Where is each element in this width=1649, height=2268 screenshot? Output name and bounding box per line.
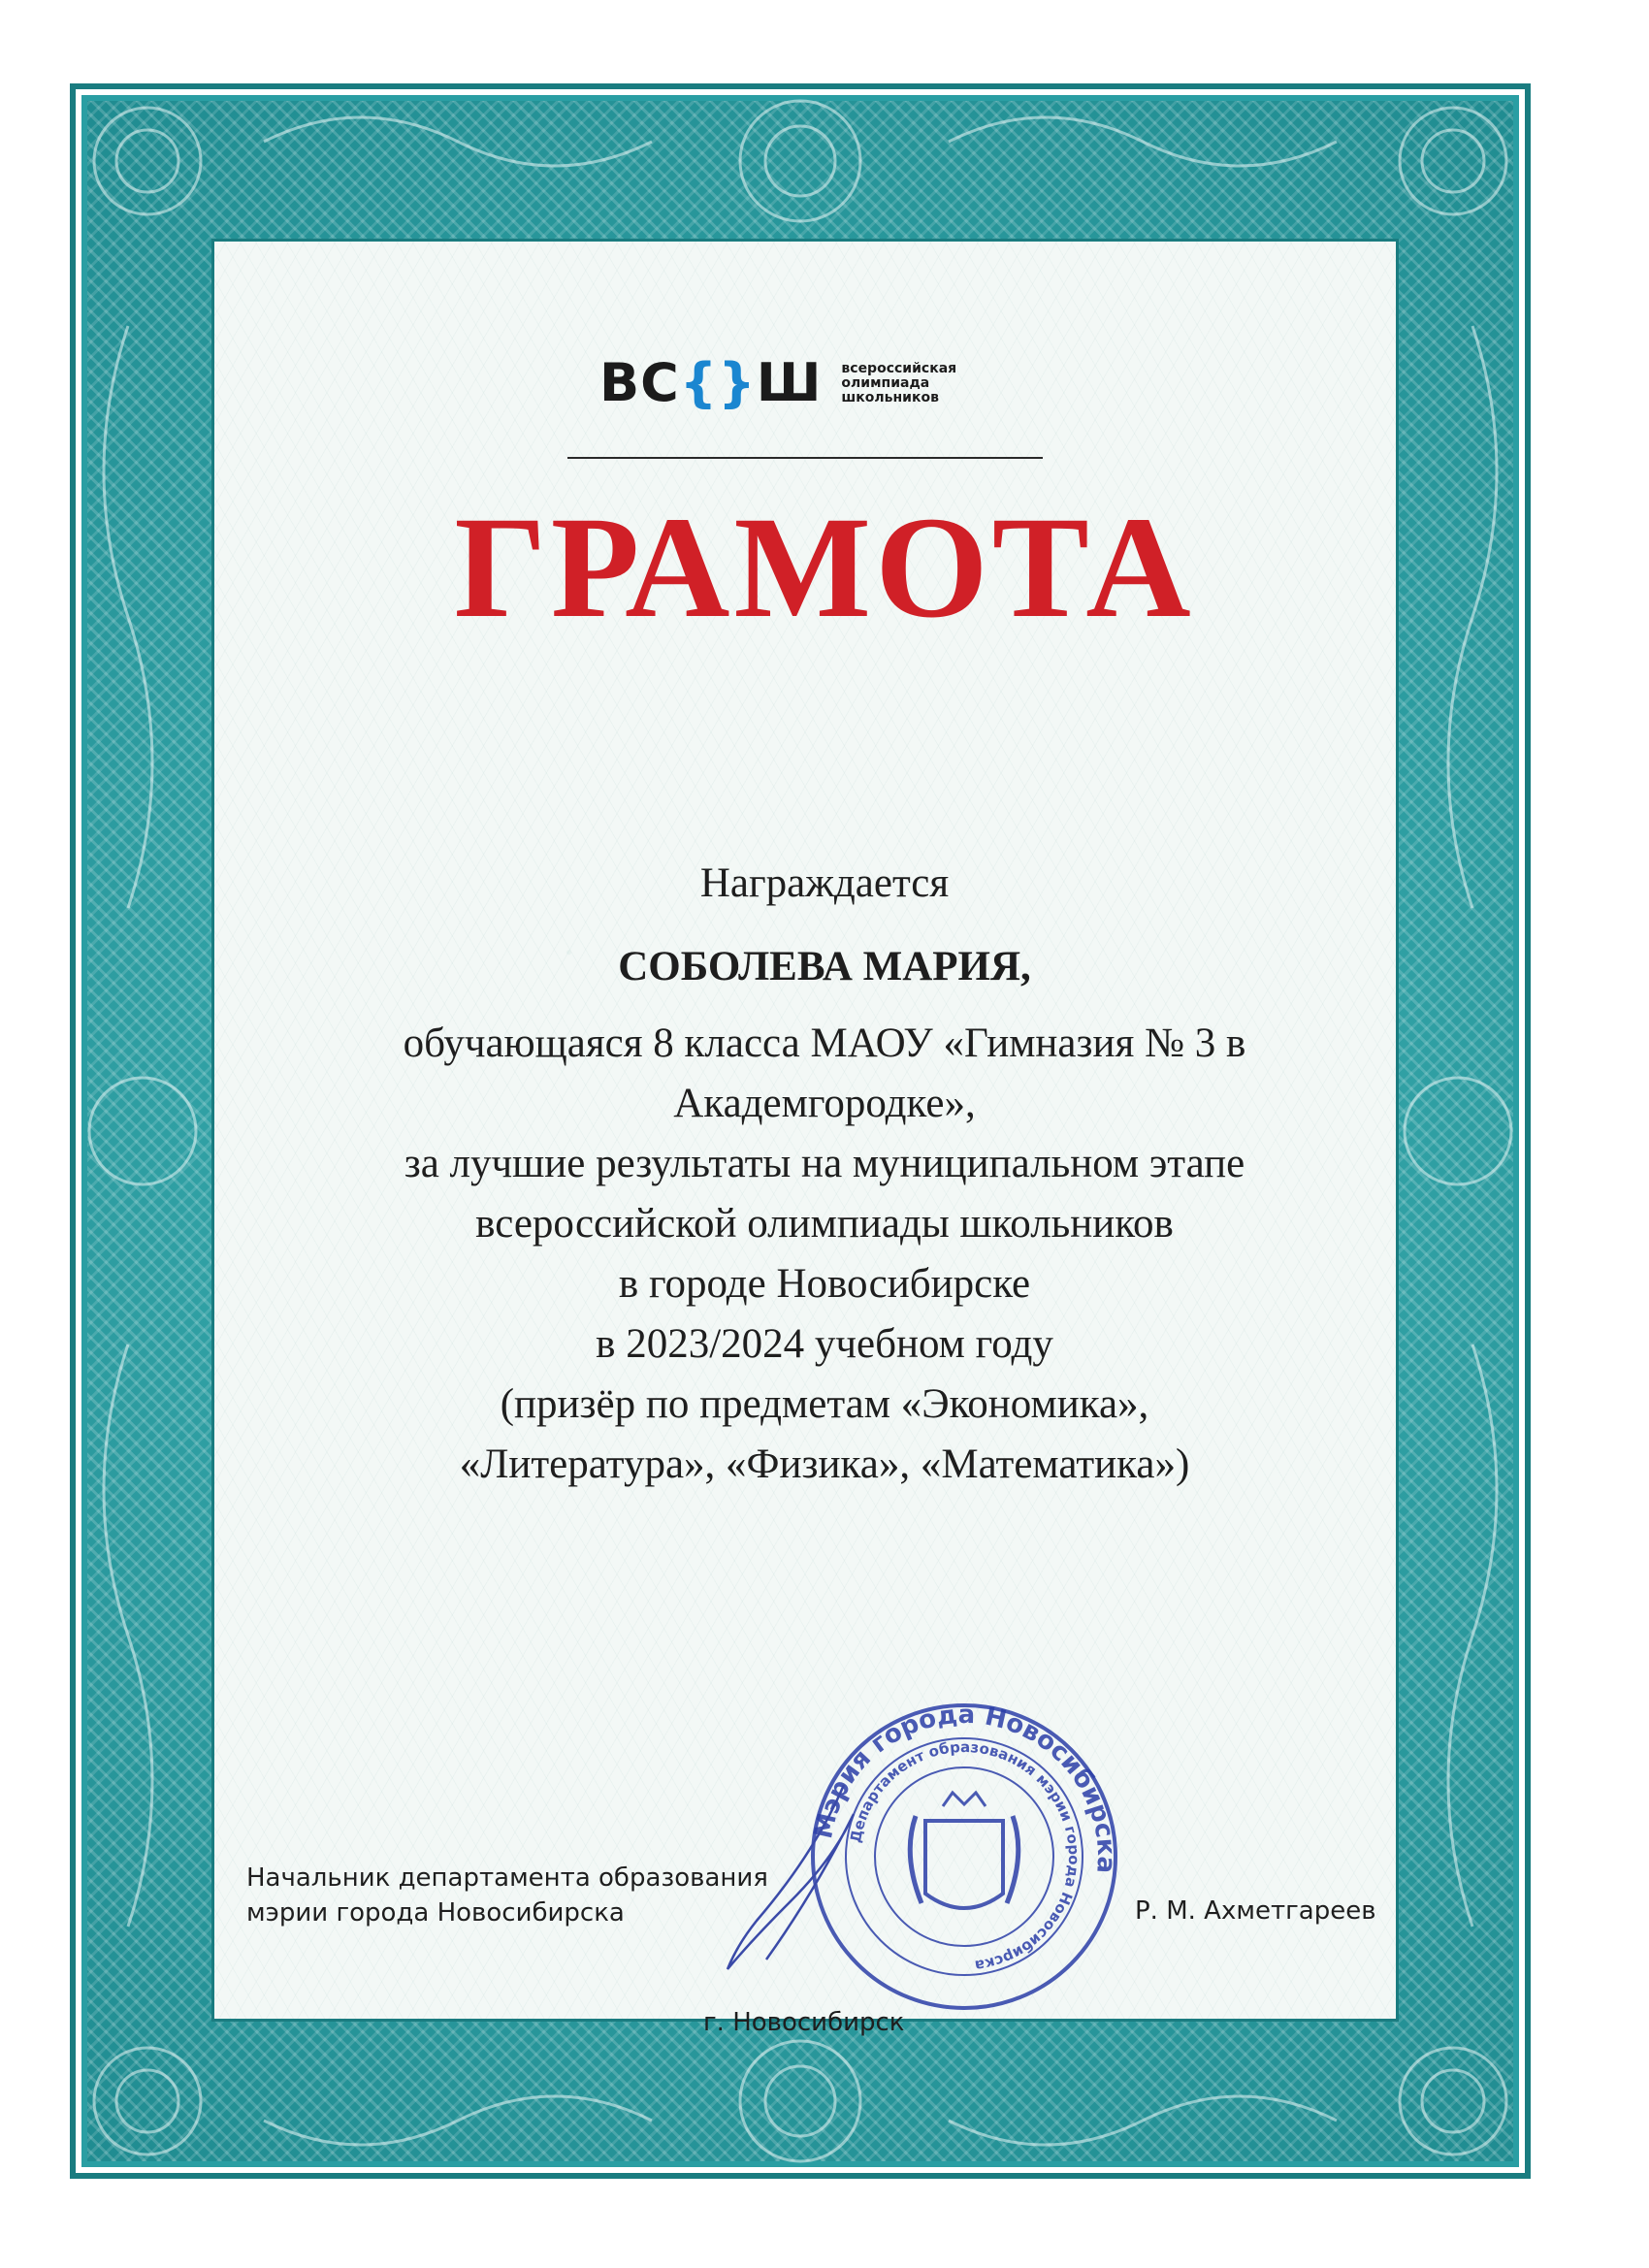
logo-mark: ВС{}Ш [599, 352, 823, 413]
signatory-position: Начальник департамента образования мэрии города Новосибирска [246, 1863, 768, 1928]
details-line: (призёр по предметам «Экономика», [500, 1381, 1149, 1427]
vsosh-logo [599, 354, 956, 412]
details-line: «Литература», «Физика», «Математика») [459, 1442, 1190, 1487]
award-details [262, 1014, 1387, 1495]
details-line: всероссийской олимпиады школьников [475, 1201, 1174, 1247]
details-line: Академгородке», [673, 1081, 976, 1126]
details-line: в 2023/2024 учебном году [596, 1321, 1053, 1367]
logo-divider [567, 457, 1043, 459]
recipient-name: СОБОЛЕВА МАРИЯ, [618, 944, 1031, 989]
details-line: в городе Новосибирске [618, 1261, 1031, 1307]
logo-caption: всероссийская олимпиада школьников [841, 360, 957, 405]
signatory-name: Р. М. Ахметгареев [1135, 1896, 1376, 1926]
details-line: обучающаяся 8 класса МАОУ «Гимназия № 3 в [403, 1021, 1246, 1066]
handwritten-signature [698, 1775, 892, 1989]
awarded-label: Награждается [699, 860, 950, 906]
issue-city: г. Новосибирск [703, 2008, 905, 2037]
stamp-inner-text: Департамент образования мэрии города Новосибирска [846, 1737, 1083, 1975]
details-line: за лучшие результаты на муниципальном этапе [404, 1141, 1245, 1186]
document-title: ГРАМОТА [454, 487, 1195, 648]
stamp-outer-text: Мэрия города Новосибирска [809, 1700, 1121, 1874]
